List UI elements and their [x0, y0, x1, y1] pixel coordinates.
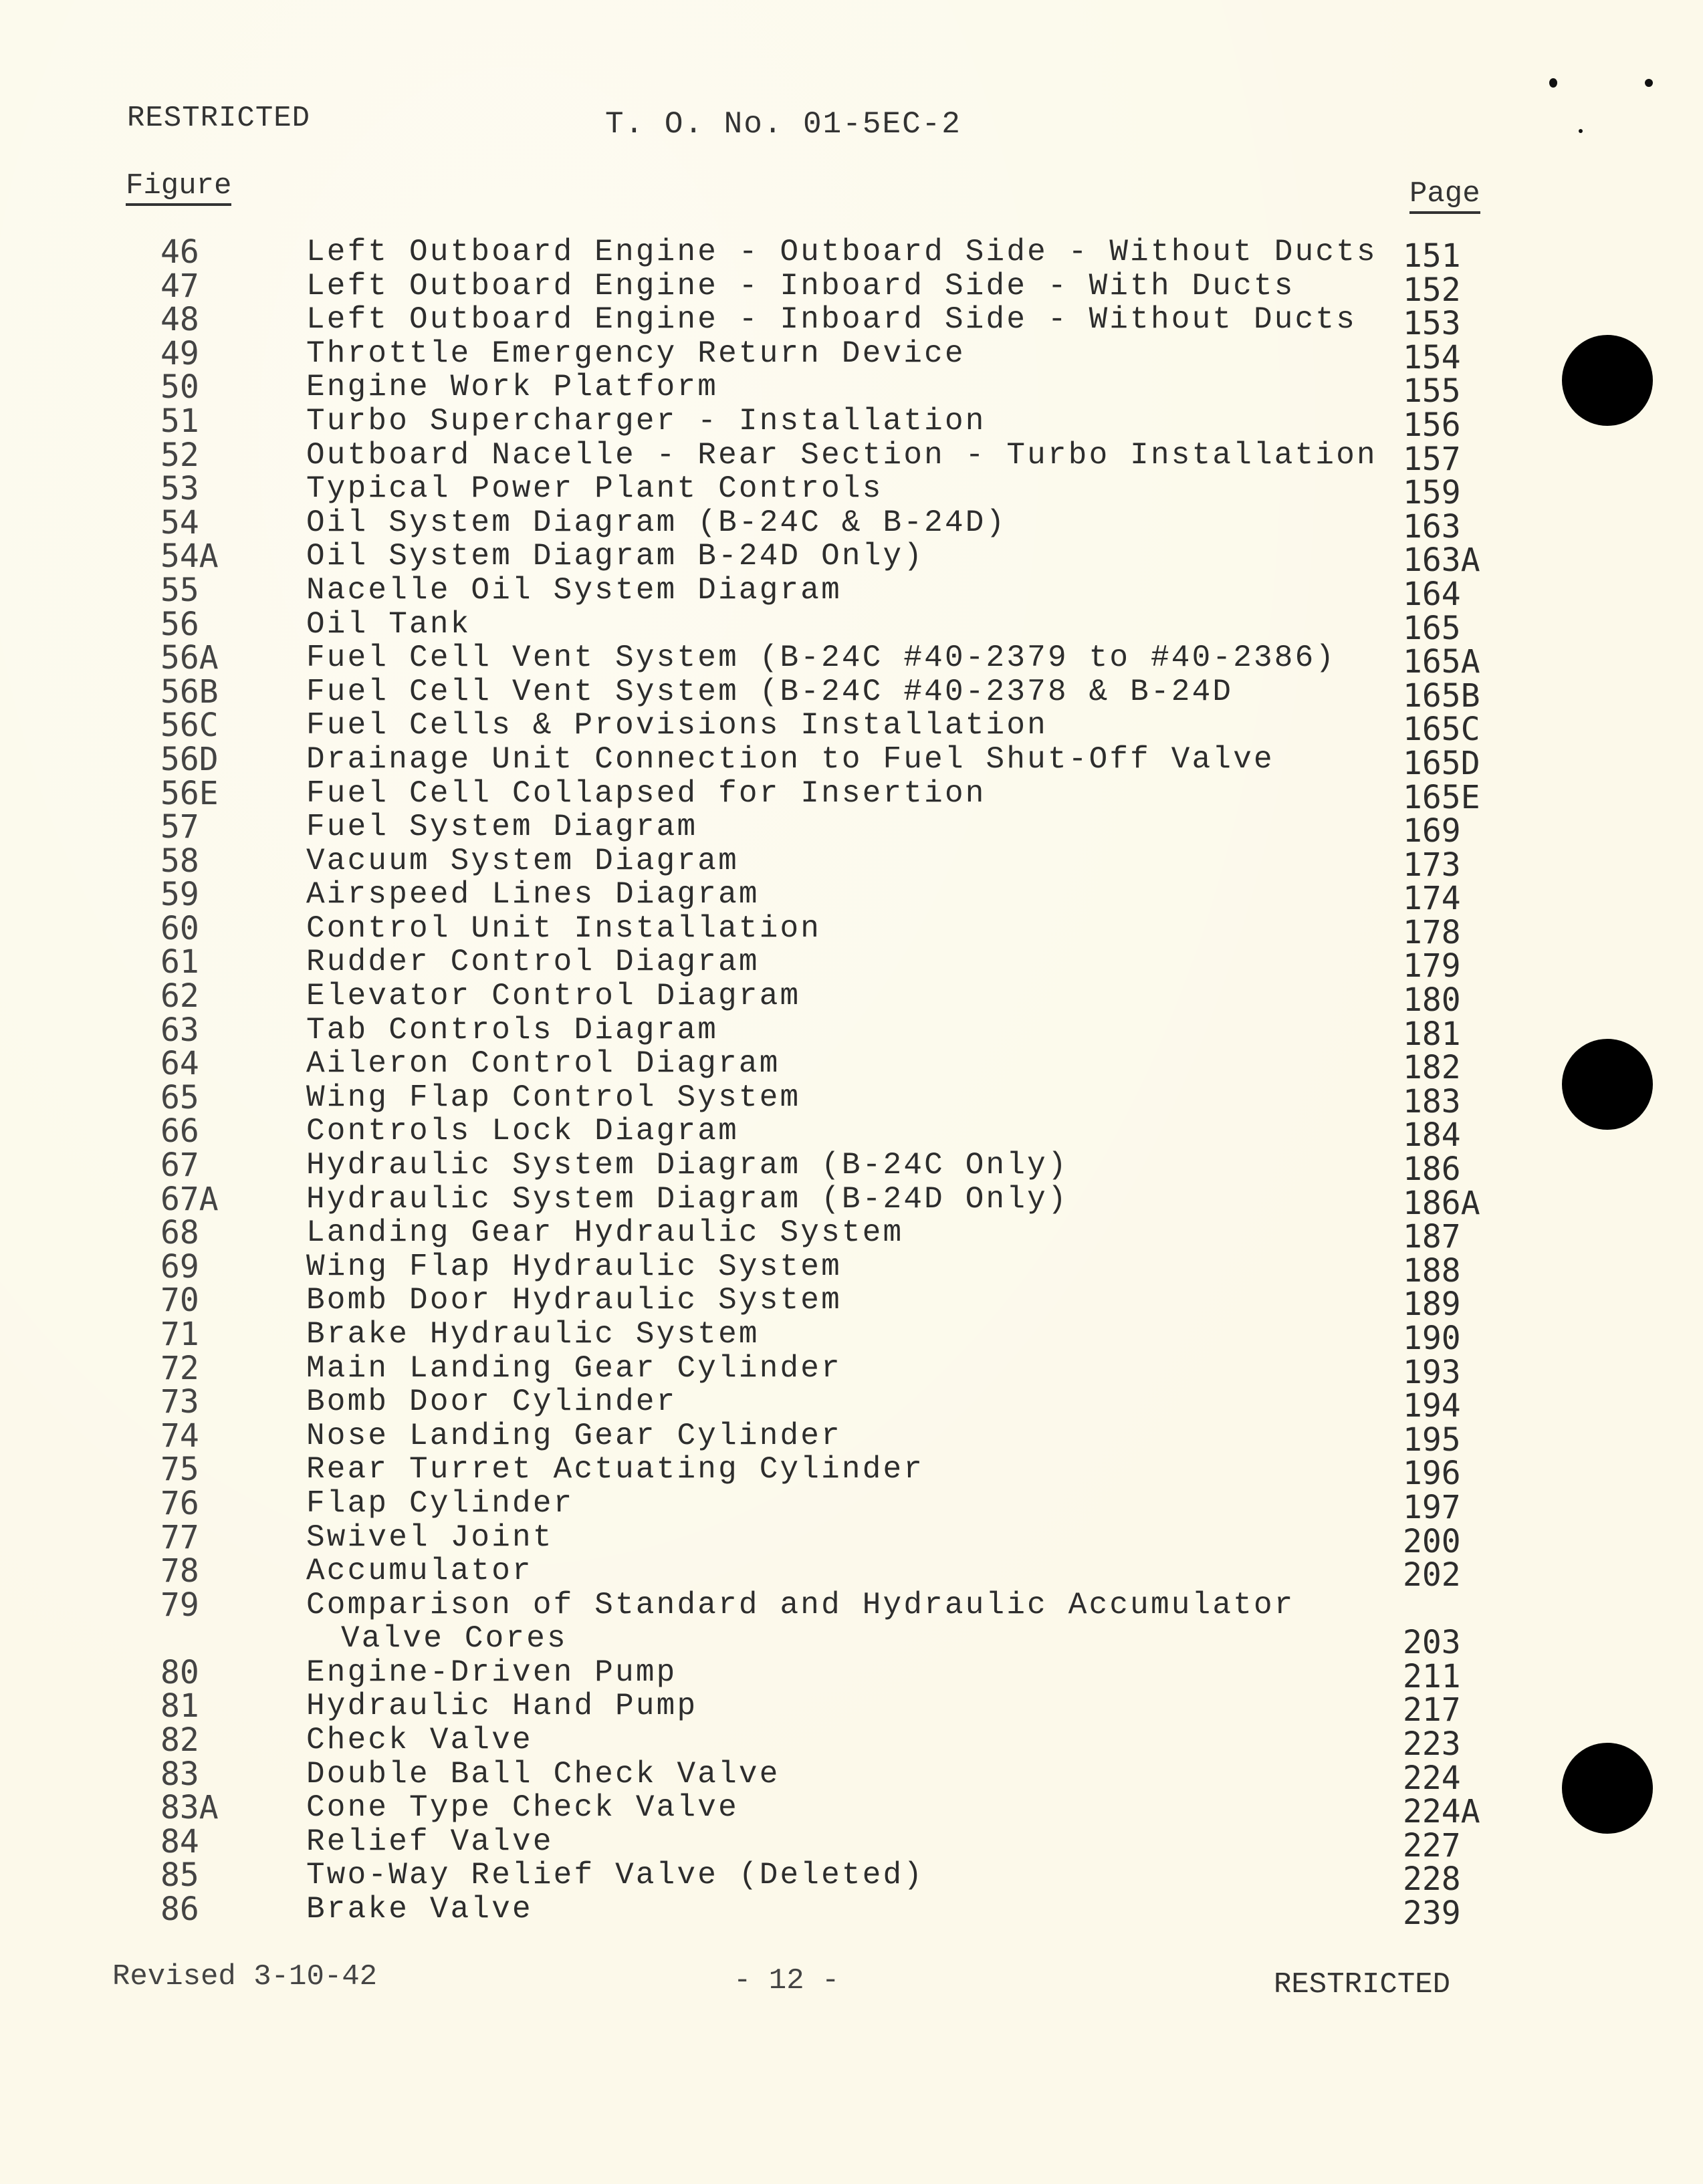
figure-number: 82: [160, 1721, 199, 1759]
figure-title-text: Oil System Diagram B-24D Only): [306, 539, 925, 574]
figure-entry: [0, 1451, 1703, 1493]
figure-page-number: 179: [1403, 947, 1461, 985]
figure-entry: [0, 571, 1703, 613]
figure-title-text: Drainage Unit Connection to Fuel Shut-Off Valve: [306, 741, 1274, 777]
figure-title: [306, 1521, 554, 1554]
figure-entry: [0, 1484, 1703, 1526]
figure-entry: [0, 1586, 1703, 1661]
figure-number: 84: [160, 1822, 199, 1860]
figure-title-text: Aileron Control Diagram: [306, 1046, 780, 1082]
figure-entry: [0, 943, 1703, 985]
figure-page-number: 196: [1403, 1455, 1461, 1493]
figure-title-continuation: Valve Cores: [341, 1620, 568, 1656]
figure-number: 56E: [160, 774, 219, 812]
figure-entry: [0, 639, 1703, 681]
figure-number: 46: [160, 233, 199, 271]
figure-page-number: 188: [1403, 1251, 1461, 1290]
figure-title-text: Hydraulic System Diagram (B-24C Only): [306, 1148, 1068, 1183]
figure-title-text: Cone Type Check Valve: [306, 1790, 739, 1826]
figure-page-number: 163A: [1403, 541, 1480, 580]
figure-entry: [0, 774, 1703, 816]
figure-number: 56: [160, 605, 199, 643]
figure-title-text: Left Outboard Engine - Inboard Side - With Ducts: [306, 268, 1295, 304]
figure-title: [306, 1487, 574, 1520]
figure-title: [306, 235, 1377, 269]
figure-page-number: 239: [1403, 1894, 1461, 1932]
figure-page-number: 165C: [1403, 711, 1480, 749]
figure-title: [306, 269, 1295, 303]
footer-page-number: - 12 -: [733, 1964, 840, 1997]
figure-title-text: Wing Flap Hydraulic System: [306, 1249, 842, 1284]
figure-entry: [0, 1045, 1703, 1087]
figure-entry: [0, 1721, 1703, 1763]
figure-number: 52: [160, 436, 199, 474]
figure-page-number: 182: [1403, 1049, 1461, 1087]
figure-title: [306, 337, 966, 370]
figure-number: 61: [160, 943, 199, 981]
figure-title-text: Controls Lock Diagram: [306, 1114, 739, 1149]
figure-title: [306, 574, 842, 607]
figure-page-number: 178: [1403, 913, 1461, 951]
figure-title-text: Typical Power Plant Controls: [306, 471, 883, 507]
figure-page-number: 157: [1403, 440, 1461, 478]
figure-number: 64: [160, 1045, 199, 1083]
figure-page-number: 180: [1403, 981, 1461, 1019]
figure-title: [306, 1825, 554, 1858]
figure-number: 58: [160, 842, 199, 880]
figure-title: [306, 1081, 800, 1114]
figure-page-number: 195: [1403, 1421, 1461, 1459]
figure-title: [306, 1013, 718, 1047]
figure-title-text: Throttle Emergency Return Device: [306, 336, 966, 371]
figure-entry: [0, 1011, 1703, 1053]
figure-title: [306, 810, 697, 844]
figure-number: 57: [160, 808, 199, 846]
figure-title-text: Main Landing Gear Cylinder: [306, 1350, 842, 1386]
figure-title-text: Hydraulic Hand Pump: [306, 1689, 698, 1724]
figure-entry: [0, 1653, 1703, 1695]
figure-title: [306, 1250, 842, 1284]
figure-title-text: Brake Valve: [306, 1891, 533, 1927]
figure-title: [306, 370, 718, 404]
figure-number: 56A: [160, 639, 219, 677]
figure-entry: [0, 301, 1703, 343]
figure-entry: [0, 537, 1703, 580]
figure-title-text: Oil Tank: [306, 606, 471, 642]
figure-entry: [0, 1146, 1703, 1189]
ink-speck: [1645, 79, 1653, 87]
figure-number: 68: [160, 1214, 199, 1252]
figure-page-number: 193: [1403, 1353, 1461, 1391]
figure-list: [0, 233, 1703, 1932]
figure-entry: [0, 1383, 1703, 1425]
figure-title: [306, 472, 883, 505]
figure-entry: [0, 1247, 1703, 1290]
figure-page-number: 169: [1403, 812, 1461, 850]
figure-page-number: 165D: [1403, 744, 1480, 782]
figure-page-number: 164: [1403, 575, 1461, 613]
figure-title: [306, 743, 1274, 776]
figure-title-text: Comparison of Standard and Hydraulic Accumulator: [306, 1587, 1295, 1622]
figure-title: [306, 878, 760, 911]
figure-number: 50: [160, 368, 199, 406]
figure-number: 80: [160, 1653, 199, 1691]
figure-entry: [0, 267, 1703, 309]
figure-number: 51: [160, 402, 199, 440]
figure-page-number: 163: [1403, 507, 1461, 545]
figure-title: [306, 945, 760, 979]
figure-page-number: 203: [1403, 1623, 1461, 1661]
figure-title: [306, 539, 924, 573]
figure-title: [306, 1216, 903, 1249]
figure-title-text: Hydraulic System Diagram (B-24D Only): [306, 1181, 1068, 1217]
figure-page-number: 200: [1403, 1522, 1461, 1560]
figure-number: 54: [160, 503, 199, 541]
figure-title: [306, 608, 471, 641]
figure-number: 66: [160, 1112, 199, 1150]
figure-entry: [0, 1078, 1703, 1120]
figure-page-number: 183: [1403, 1082, 1461, 1120]
figure-entry: [0, 436, 1703, 478]
figure-title-text: Fuel Cell Vent System (B-24C #40-2379 to #40-2386): [306, 640, 1337, 676]
figure-entry: [0, 1282, 1703, 1324]
figure-page-number: 197: [1403, 1488, 1461, 1526]
figure-page-number: 187: [1403, 1218, 1461, 1256]
figure-number: 56D: [160, 740, 219, 778]
figure-title: [306, 979, 800, 1013]
footer-revision: Revised 3-10-42: [112, 1960, 378, 1993]
figure-number: 78: [160, 1552, 199, 1590]
figure-title-text: Flap Cylinder: [306, 1485, 574, 1521]
figure-title-text: Engine-Driven Pump: [306, 1655, 677, 1690]
figure-number: 54A: [160, 537, 219, 576]
figure-entry: [0, 740, 1703, 782]
figure-entry: [0, 1552, 1703, 1594]
figure-title: [306, 1723, 533, 1757]
figure-page-number: 154: [1403, 338, 1461, 376]
figure-number: 48: [160, 301, 199, 339]
figure-number: 74: [160, 1417, 199, 1455]
figure-title-text: Brake Hydraulic System: [306, 1317, 760, 1352]
figure-entry: [0, 1349, 1703, 1391]
figure-title-text: Landing Gear Hydraulic System: [306, 1215, 904, 1251]
figure-page-number: 181: [1403, 1015, 1461, 1053]
figure-number: 83A: [160, 1789, 219, 1827]
figure-title: [306, 1047, 780, 1080]
figure-page-number: 217: [1403, 1691, 1461, 1729]
figure-entry: [0, 1687, 1703, 1729]
figure-title-text: Rudder Control Diagram: [306, 945, 760, 980]
figure-page-number: 174: [1403, 880, 1461, 918]
figure-title-text: Fuel System Diagram: [306, 810, 698, 845]
punch-hole-bottom: [1562, 1743, 1653, 1834]
figure-entry: [0, 842, 1703, 884]
figure-title: [306, 404, 986, 438]
figure-page-number: 224A: [1403, 1793, 1480, 1831]
figure-title: [306, 1352, 842, 1385]
figure-title: [306, 1114, 739, 1148]
figure-title-text: Two-Way Relief Valve (Deleted): [306, 1858, 925, 1893]
figure-title: [306, 506, 1006, 539]
figure-number: 85: [160, 1856, 199, 1895]
figure-entry: [0, 233, 1703, 275]
figure-page-number: 186A: [1403, 1184, 1480, 1222]
figure-title-text: Rear Turret Actuating Cylinder: [306, 1452, 925, 1487]
figure-entry: [0, 1316, 1703, 1357]
figure-entry: [0, 876, 1703, 918]
figure-entry: [0, 1180, 1703, 1222]
figure-number: 59: [160, 876, 199, 914]
figure-title: [306, 777, 986, 810]
figure-entry: [0, 1112, 1703, 1155]
figure-page-number: 184: [1403, 1116, 1461, 1155]
figure-title-text: Double Ball Check Valve: [306, 1756, 780, 1792]
figure-page-number: 152: [1403, 271, 1461, 309]
figure-entry: [0, 1417, 1703, 1459]
figure-title: [306, 1385, 677, 1419]
figure-number: 56C: [160, 707, 219, 745]
figure-entry: [0, 673, 1703, 715]
figure-page-number: 227: [1403, 1826, 1461, 1864]
figure-title-text: Left Outboard Engine - Outboard Side - Without Ducts: [306, 235, 1377, 269]
figure-title-text: Check Valve: [306, 1722, 533, 1757]
figure-entry: [0, 1789, 1703, 1831]
figure-title-text: Turbo Supercharger - Installation: [306, 403, 986, 439]
figure-title: [306, 675, 1233, 709]
figure-title: [306, 1554, 533, 1588]
figure-number: 75: [160, 1451, 199, 1489]
figure-title-text: Tab Controls Diagram: [306, 1012, 719, 1048]
figure-title-text: Fuel Cell Collapsed for Insertion: [306, 775, 986, 811]
figure-page-number: 202: [1403, 1556, 1461, 1594]
figure-page-number: 156: [1403, 406, 1461, 444]
figure-title-text: Accumulator: [306, 1554, 533, 1589]
figure-title: [306, 1419, 842, 1453]
figure-number: 71: [160, 1316, 199, 1353]
figure-number: 76: [160, 1484, 199, 1522]
figure-title: [306, 1757, 780, 1791]
figure-entry: [0, 368, 1703, 410]
figure-title: [306, 1284, 842, 1317]
figure-title: [306, 1318, 760, 1351]
ink-speck: [1549, 78, 1557, 88]
figure-title-text: Swivel Joint: [306, 1520, 554, 1555]
figure-entry: [0, 1518, 1703, 1560]
figure-page-number: 228: [1403, 1860, 1461, 1899]
figure-title: [306, 1588, 1295, 1655]
figure-page-number: 165: [1403, 609, 1461, 647]
figure-page-number: 194: [1403, 1387, 1461, 1425]
document-number: T. O. No. 01-5EC-2: [605, 107, 961, 142]
figure-number: 63: [160, 1011, 199, 1049]
figure-title: [306, 709, 1048, 742]
figure-title-text: Airspeed Lines Diagram: [306, 877, 760, 913]
figure-entry: [0, 605, 1703, 647]
figure-page-number: 224: [1403, 1759, 1461, 1797]
figure-number: 65: [160, 1078, 199, 1116]
figure-number: 86: [160, 1890, 199, 1928]
figure-entry: [0, 707, 1703, 749]
figure-title-text: Wing Flap Control System: [306, 1080, 801, 1115]
figure-number: 56B: [160, 673, 219, 711]
figure-entry: [0, 1822, 1703, 1864]
figure-title: [306, 1148, 1068, 1182]
figure-title: [306, 1858, 924, 1892]
figure-page-number: 153: [1403, 305, 1461, 343]
figure-title-text: Elevator Control Diagram: [306, 979, 801, 1014]
figure-number: 62: [160, 977, 199, 1015]
punch-hole-top: [1562, 335, 1653, 426]
figure-page-number: 186: [1403, 1150, 1461, 1189]
figure-number: 67A: [160, 1180, 219, 1218]
header-classification: RESTRICTED: [127, 102, 311, 135]
figure-entry: [0, 909, 1703, 951]
figure-entry: [0, 334, 1703, 376]
figure-title: [306, 1791, 739, 1824]
column-header-page: Page: [1409, 178, 1480, 214]
figure-entry: [0, 1856, 1703, 1899]
figure-page-number: 223: [1403, 1725, 1461, 1763]
figure-page-number: 151: [1403, 237, 1461, 275]
figure-entry: [0, 402, 1703, 444]
figure-title: [306, 439, 1377, 472]
figure-title: [306, 1689, 697, 1723]
figure-title-text: Control Unit Installation: [306, 911, 822, 946]
figure-entry: [0, 470, 1703, 512]
figure-title-text: Left Outboard Engine - Inboard Side - Without Ducts: [306, 302, 1357, 338]
figure-number: 69: [160, 1247, 199, 1286]
figure-title-text: Vacuum System Diagram: [306, 843, 739, 878]
figure-page-number: 190: [1403, 1320, 1461, 1357]
figure-number: 81: [160, 1687, 199, 1725]
figure-number: 77: [160, 1518, 199, 1556]
figure-number: 60: [160, 909, 199, 947]
figure-page-number: 159: [1403, 474, 1461, 512]
figure-title-text: Outboard Nacelle - Rear Section - Turbo Installation: [306, 437, 1377, 473]
column-header-figure: Figure: [126, 170, 231, 206]
figure-title: [306, 1656, 677, 1689]
figure-title-text: Fuel Cell Vent System (B-24C #40-2378 & B-24D: [306, 674, 1234, 709]
figure-number: 72: [160, 1349, 199, 1387]
figure-title-text: Oil System Diagram (B-24C & B-24D): [306, 505, 1007, 540]
figure-entry: [0, 1214, 1703, 1256]
figure-title-text: Bomb Door Cylinder: [306, 1384, 677, 1420]
figure-number: 47: [160, 267, 199, 305]
punch-hole-middle: [1562, 1039, 1653, 1130]
figure-number: 79: [160, 1586, 199, 1624]
figure-title-text: Nacelle Oil System Diagram: [306, 572, 842, 608]
figure-title: [306, 912, 821, 945]
figure-title-text: Bomb Door Hydraulic System: [306, 1283, 842, 1318]
figure-entry: [0, 808, 1703, 850]
figure-page-number: 189: [1403, 1286, 1461, 1324]
figure-page-number: 165A: [1403, 643, 1480, 681]
figure-number: 49: [160, 334, 199, 372]
figure-title: [306, 844, 739, 878]
ink-speck: [1579, 129, 1583, 133]
figure-page-number: 155: [1403, 372, 1461, 410]
figure-page-number: 211: [1403, 1657, 1461, 1695]
figure-page-number: 165B: [1403, 677, 1480, 715]
figure-entry: [0, 977, 1703, 1019]
figure-number: 67: [160, 1146, 199, 1185]
figure-title: [306, 1893, 533, 1926]
figure-title-text: Engine Work Platform: [306, 370, 719, 405]
figure-number: 53: [160, 470, 199, 508]
figure-title-text: Relief Valve: [306, 1824, 554, 1859]
figure-number: 70: [160, 1282, 199, 1320]
figure-page-number: 173: [1403, 846, 1461, 884]
footer-classification: RESTRICTED: [1274, 1968, 1451, 2001]
figure-entry: [0, 1890, 1703, 1932]
figure-entry: [0, 503, 1703, 545]
figure-title: [306, 1183, 1068, 1216]
figure-entry: [0, 1755, 1703, 1797]
figure-page-number: 165E: [1403, 778, 1480, 816]
figure-title: [306, 641, 1336, 675]
figure-number: 55: [160, 571, 199, 609]
figure-title-text: Fuel Cells & Provisions Installation: [306, 708, 1048, 743]
figure-title: [306, 1453, 924, 1486]
figure-number: 83: [160, 1755, 199, 1793]
figure-title: [306, 303, 1357, 336]
figure-title-text: Nose Landing Gear Cylinder: [306, 1418, 842, 1453]
figure-number: 73: [160, 1383, 199, 1421]
